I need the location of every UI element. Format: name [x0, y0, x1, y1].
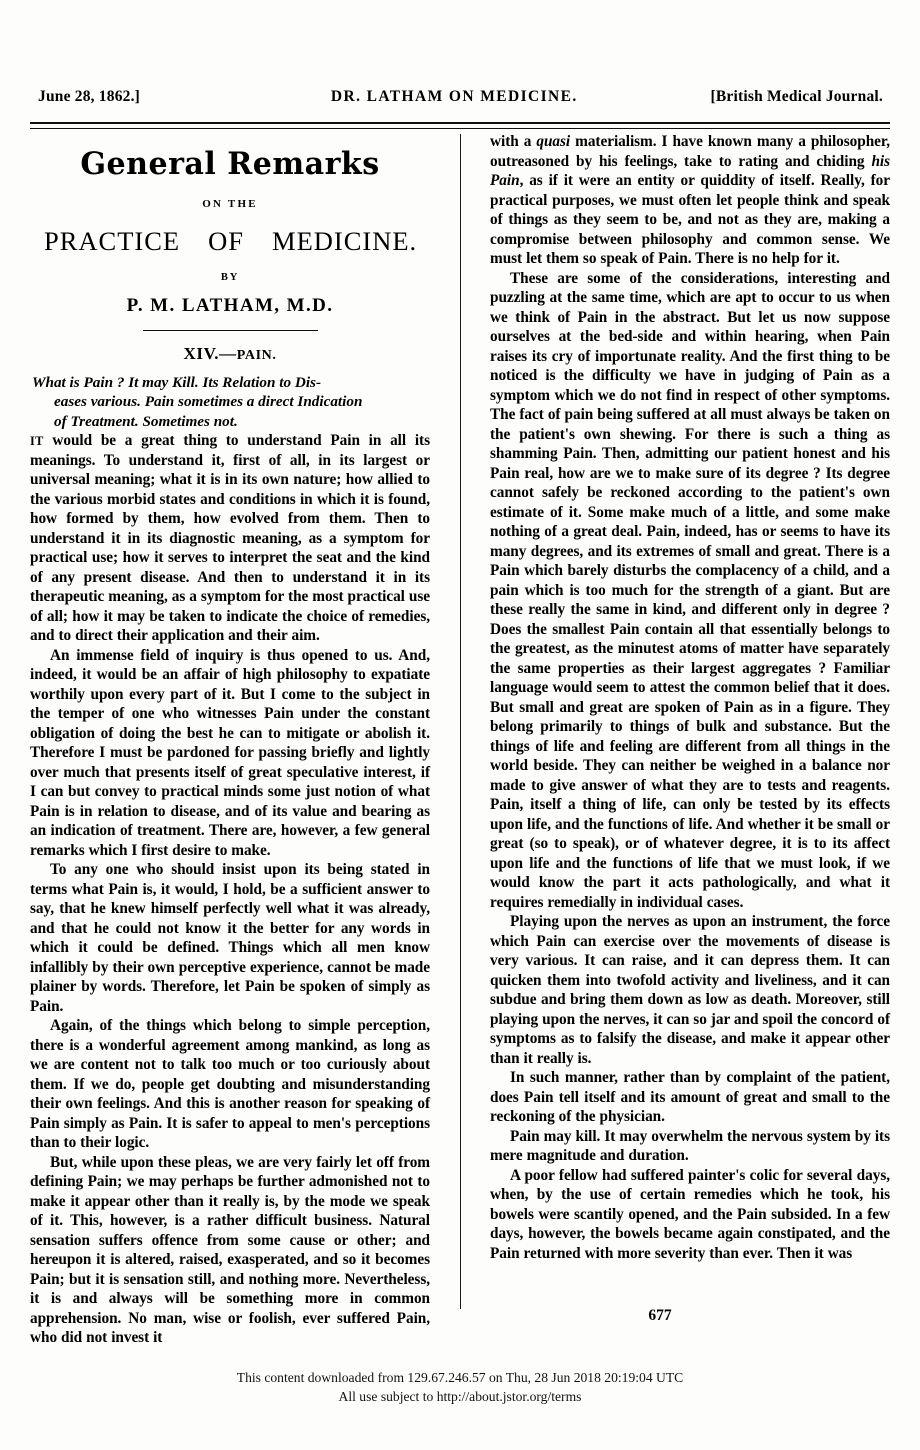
- terms-notice: All use subject to http://about.jstor.org/terms: [338, 1389, 582, 1405]
- paragraph: To any one who should insist upon its being stated in terms what Pain is, it would, I hold, be a sufficient answer to say, that he knew himself perfectly well what it was already, and that he could not know it the better for any words in which it could be defined. Things which all men know infallibly by their own perceptive experience, cannot be made plainer by words. Therefore, let Pain be spoken of simply as Pain.: [30, 861, 430, 1015]
- section-title: PAIN.: [236, 347, 277, 363]
- column-gutter: [430, 132, 490, 1312]
- paragraph: Again, of the things which belong to simple perception, there is a wonderful agreement among mankind, as long as we are content not to talk too much or too curiously about them. If we do, people get doubting and misunderstanding their own feelings. And this is another reason for speaking of Pain simply as Pain. It is safer to appeal to men's perceptions than to their logic.: [30, 1017, 430, 1152]
- paragraph: An immense field of inquiry is thus opened to us. And, indeed, it would be an affair of high philosophy to expatiate worthily upon every part of it. But I come to the subject in the temper of one who witnesses Pain under the constant obligation of doing the best he can to mitigate or abolish it. Therefore I must be pardoned for passing briefly and lightly over much that presents itself of great speculative interest, if I can but convey to practical minds some just notion of what Pain is in relation to disease, and of its value and bearing as an indication of treatment. There are, however, a few general remarks which I first desire to make.: [30, 646, 430, 859]
- emphasis-quasi: quasi: [536, 133, 571, 150]
- column-divider: [460, 134, 461, 1309]
- paragraph: These are some of the considerations, interesting and puzzling at the same time, which are apt to occur to us when we think of Pain in the abstract. But let us now suppose ourselves at the bed-side and within hearing, when Pain raises its cry of importunate reality. And the first thing to be noticed is the difficulty we have in judging of Pain as a symptom which we do not find in respect of other symptoms. The fact of pain being suffered at all must always be taken on the patient's own shewing. For there is such a thing as shamming Pain. Then, admitting our patient honest and his Pain real, how are we to make sure of its degree ? Its degree cannot safely be reckoned according to the patient's own estimate of it. Some make much of a little, and some make nothing of a great deal. Pain, indeed, has or seems to have its many degrees, and its extremes of small and great. There is a Pain which barely disturbs the complacency of a child, and a pain which is too much for the strength of a giant. But are these really the same in kind, and different only in degree ? Does the smallest Pain contain all that essentially belongs to the greatest, as the minutest atoms of matter have separately the same properties as their largest aggregates ? Familiar language would seem to attest the common belief that it does. But small and great are spoken of Pain as in a figure. They belong primarily to things of bulk and substance. But the things of life and feeling are different from all things in the world beside. They can neither be weighed in a balance nor made to give answer of what they are to tests and reagents. Pain, itself a thing of life, can only be tested by its effects upon life, and the functions of life. And whether it be small or great (so to speak), or of whatever degree, it is to its affect upon life and the functions of life that we must look, if we would know the part it acts pathologically, and what it requires remedially in individual cases.: [490, 269, 890, 911]
- download-notice: This content downloaded from 129.67.246.57 on Thu, 28 Jun 2018 20:19:04 UTC: [236, 1370, 684, 1385]
- paragraph: But, while upon these pleas, we are very fairly let off from defining Pain; we may perhaps be further admonished not to make it appear other than it really is, by the mode we speak of it. This, however, is a rather difficult business. Natural sensation suffers offence from some cause or other; and hereupon it is altered, raised, exasperated, and so it becomes Pain; but it is sensation still, and nothing more. Nevertheless, it is and always will be something more in common apprehension. No man, wise or foolish, ever suffered Pain, who did not invest it: [30, 1153, 430, 1347]
- section-number: XIV.—: [183, 343, 237, 363]
- paragraph: [30, 431, 430, 646]
- masthead-onthe: ON THE: [202, 197, 258, 210]
- emphasis-his-pain: his Pain: [490, 152, 890, 189]
- masthead-title: General Remarks: [80, 146, 380, 182]
- masthead-subject-word-2: OF: [208, 225, 244, 256]
- page-number: 677: [648, 1307, 672, 1324]
- paragraph: Playing upon the nerves as upon an instrument, the force which Pain can exercise over the movements of disease is very various. It can raise, and it can depress them. It can quicken them into twofold activity and liveliness, and it can subdue and bring them down as low as death. Moreover, still playing upon the nerves, it can so jar and spoil the concord of symptoms as to falsify the disease, and make it appear other than it really is.: [490, 913, 890, 1067]
- masthead: [30, 148, 430, 364]
- paragraph: [490, 132, 890, 269]
- masthead-author: P. M. LATHAM, M.D.: [126, 294, 334, 316]
- abstract-line-1: What is Pain ? It may Kill. Its Relation to Dis-: [32, 373, 322, 391]
- paragraph-text: would be a great thing to understand Pain in all its meanings. To understand it, first of all, in its largest or universal meaning; what it is in its own nature; how allied to the various morbid states and conditions in which it is found, how formed by them, how evolved from them. Then to understand it in its diagnostic meaning, as a symptom for practical use; how it serves to interpret the seat and the kind of any present disease. And then to understand it in its therapeutic meaning, as a symptom for the most practical use of all; how it may be taken to indicate the choice of remedies, and to direct their application and their aim.: [30, 432, 430, 645]
- article-abstract: [30, 373, 430, 432]
- column-left: [30, 132, 430, 1347]
- masthead-by: BY: [220, 271, 240, 283]
- paragraph: Pain may kill. It may overwhelm the nervous system by its mere magnitude and duration.: [490, 1127, 890, 1164]
- running-head: [38, 88, 883, 112]
- jstor-footer: [0, 1368, 920, 1407]
- issue-date: June 28, 1862.]: [38, 88, 141, 105]
- running-title: DR. LATHAM ON MEDICINE.: [330, 88, 578, 105]
- masthead-divider: [143, 330, 318, 331]
- paragraph-text: , as if it were an entity or quiddity of itself. Really, for practical purposes, we must often let people think and speak of things as they seem to be, and not as they are, making a compromise between philosophy and common sense. We must let them so speak of Pain. There is no help for it.: [490, 172, 890, 267]
- paragraph: In such manner, rather than by complaint of the patient, does Pain tell itself and its amount of great and small to the reckoning of the physician.: [490, 1069, 890, 1125]
- journal-name: [British Medical Journal.: [710, 88, 883, 105]
- column-right: [490, 132, 890, 1312]
- header-rule: [30, 122, 890, 129]
- paragraph: A poor fellow had suffered painter's colic for several days, when, by the use of certain remedies which he took, his bowels were scantily opened, and the Pain subsided. In a few days, however, the bowels became again constipated, and the Pain returned with more severity than ever. Then it was: [490, 1166, 890, 1262]
- paragraph-text: with a: [490, 133, 537, 150]
- abstract-line-3: of Treatment. Sometimes not.: [54, 412, 238, 430]
- abstract-line-2: eases various. Pain sometimes a direct Indication: [54, 393, 363, 411]
- masthead-subject-word-1: PRACTICE: [44, 225, 181, 256]
- masthead-subject: [30, 226, 430, 257]
- paragraph-text: materialism. I have known many a philosopher, outreasoned by his feelings, take to rating and chiding: [490, 133, 891, 170]
- drop-lead: IT: [30, 434, 44, 449]
- section-heading: [30, 344, 430, 364]
- masthead-subject-word-3: MEDICINE.: [272, 225, 418, 256]
